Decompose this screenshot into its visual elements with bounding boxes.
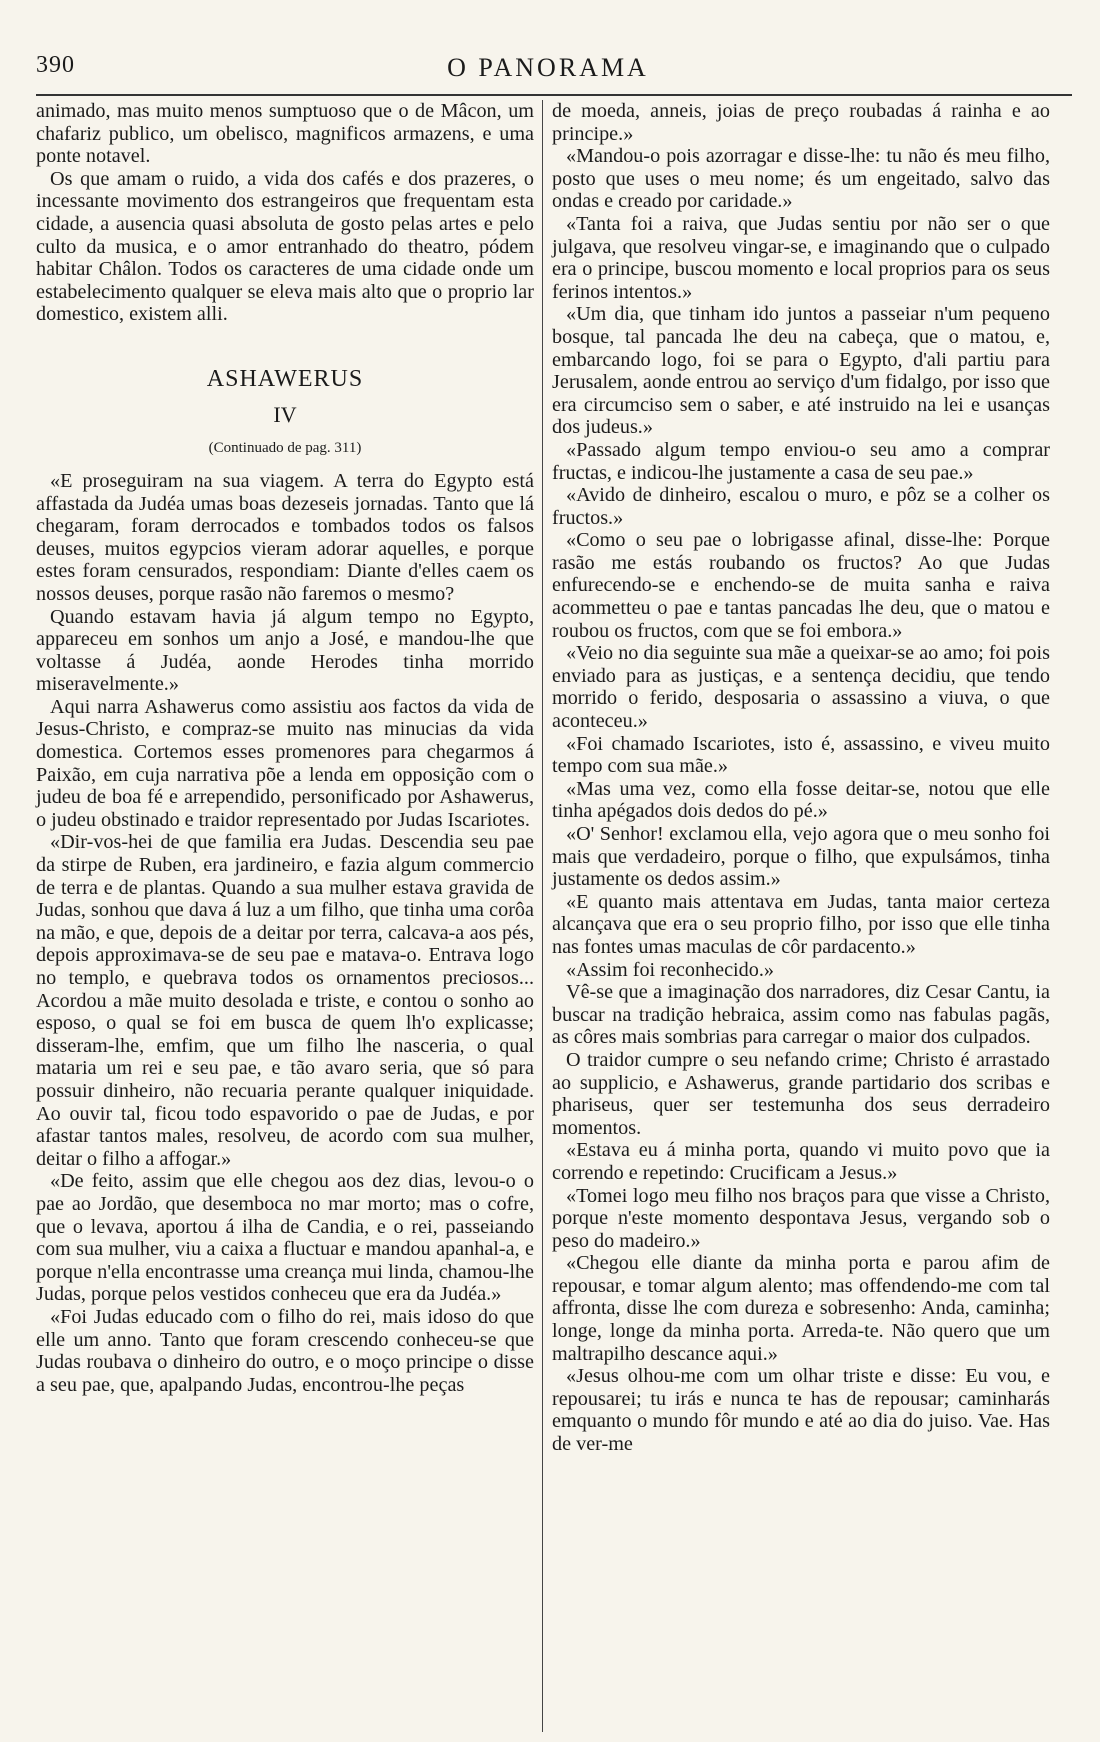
paragraph: «Veio no dia seguinte sua mãe a queixar-se ao amo; foi pois enviado para as justiças, e a sentença decidiu, que tendo morrido o ferido, desposaria o assassino a viuva, o que aconteceu.» <box>552 642 1050 733</box>
paragraph: «De feito, assim que elle chegou aos dez dias, levou-o o pae ao Jordão, que desemboca no mar morto; mas o cofre, que o levava, aportou á ilha de Candia, e o rei, passeiando com sua mulher, viu a caixa a fluctuar e mandou apanhal-a, e porque n'ella encontrasse uma creança mui linda, chamou-lhe Judas, porque pelos vestidos conheceu que era da Judéa.» <box>36 1170 534 1306</box>
column-divider <box>542 100 543 1732</box>
paragraph: «E proseguiram na sua viagem. A terra do Egypto está affastada da Judéa umas boas dezeseis jornadas. Tanto que lá chegaram, foram derrocados e tombados todos os falsos deuses, muitos egypcios vieram adorar aquelles, e porque estes foram censurados, respondiam: Diante d'elles caem os nossos deuses, porque rasão não faremos o mesmo? <box>36 469 534 605</box>
paragraph: «O' Senhor! exclamou ella, vejo agora que o meu sonho foi mais que verdadeiro, porque o filho, que expulsámos, tinha justamente os dedos assim.» <box>552 823 1050 891</box>
paragraph: «Tomei logo meu filho nos braços para que visse a Christo, porque n'este momento despontava Jesus, vergando sob o peso do madeiro.» <box>552 1184 1050 1252</box>
article-title: ASHAWERUS <box>206 365 364 392</box>
page-header <box>36 48 1040 88</box>
paragraph: «Foi chamado Iscariotes, isto é, assassino, e viveu muito tempo com sua mãe.» <box>552 732 1050 778</box>
paragraph: «Mas uma vez, como ella fosse deitar-se, notou que elle tinha apégados dois dedos do pé.» <box>552 777 1050 823</box>
paragraph: Vê-se que a imaginação dos narradores, diz Cesar Cantu, ia buscar na tradição hebraica, assim como nas fabulas pagãs, as côres mais sombrias para carregar o maior dos culpados. <box>552 981 1050 1049</box>
paragraph: «Assim foi reconhecido.» <box>566 958 774 981</box>
paragraph: «E quanto mais attentava em Judas, tanta maior certeza alcançava que era o seu proprio filho, por isso que elle tinha nas fontes umas maculas de côr pardacento.» <box>552 890 1050 958</box>
paragraph: «Passado algum tempo enviou-o seu amo a comprar fructas, e indicou-lhe justamente a casa de seu pae.» <box>552 438 1050 484</box>
paragraph: animado, mas muito menos sumptuoso que o de Mâcon, um chafariz publico, um obelisco, magnificos armazens, e uma ponte notavel. <box>36 100 534 168</box>
header-rule <box>36 94 1072 96</box>
paragraph: «Como o seu pae o lobrigasse afinal, disse-lhe: Porque rasão me estás roubando os fructos? Ao que Judas enfurecendo-se e enchendo-se de muita sanha e raiva acommetteu o pae e tantas pancadas lhe deu, que o matou e roubou os fructos, com que se foi embora.» <box>552 529 1050 642</box>
paragraph: Aqui narra Ashawerus como assistiu aos factos da vida de Jesus-Christo, e compraz-se muito nas minucias da vida domestica. Cortemos esses promenores para chegarmos á Paixão, em cuja narrativa põe a lenda em opposição com o judeu de boa fé e arrependido, personificado por Ashawerus, o judeu obstinado e traidor representado por Judas Iscariotes. <box>36 695 534 831</box>
paragraph: de moeda, anneis, joias de preço roubadas á rainha e ao principe.» <box>552 100 1050 145</box>
paragraph: «Dir-vos-hei de que familia era Judas. Descendia seu pae da stirpe de Ruben, era jardineiro, e fazia algum commercio de terra e de plantas. Quando a sua mulher estava gravida de Judas, sonhou que dava á luz a um filho, que tinha uma corôa na mão, e que, depois de a deitar por terra, calcava-a aos pés, depois approximava-se de seu pae e matava-o. Entrava logo no templo, e quebrava todos os ornamentos preciosos... Acordou a mãe muito desolada e triste, e contou o sonho ao esposo, o qual se foi em busca de quem lh'o explicasse; disseram-lhe, emfim, que um filho lhe nasceria, o qual mataria um rei e seu pae, e tão avaro seria, que só para possuir dinheiro, não recuaria perante qualquer iniquidade. Ao ouvir tal, ficou todo espavorido o pae de Judas, e por afastar tantos males, resolveu, de acordo com sua mulher, deitar o filho a affogar.» <box>36 831 534 1170</box>
paragraph: «Um dia, que tinham ido juntos a passeiar n'um pequeno bosque, tal pancada lhe deu na cabeça, que o matou, e, embarcando logo, foi se para o Egypto, d'ali partiu para Jerusalem, aonde entrou ao serviço d'um fidalgo, por isso que era circumciso sem o saber, e até instruido na lei e usanças dos judeus.» <box>552 303 1050 439</box>
paragraph: «Mandou-o pois azorragar e disse-lhe: tu não és meu filho, posto que uses o meu nome; és um engeitado, salvo das ondas e creado por caridade.» <box>552 145 1050 213</box>
page-number: 390 <box>36 52 75 78</box>
continuation-note: (Continuado de pag. 311) <box>208 439 362 456</box>
paragraph: «Jesus olhou-me com um olhar triste e disse: Eu vou, e repousarei; tu irás e nunca te has de repousar; caminharás emquanto o mundo fôr mundo e até ao dia do juiso. Vae. Has de ver-me <box>552 1365 1050 1456</box>
paragraph: «Chegou elle diante da minha porta e parou afim de repousar, e tomar algum alento; mas offendendo-me com tal affronta, disse lhe com dureza e sobresenho: Anda, caminha; longe, longe da minha porta. Arreda-te. Não quero que um maltrapilho descance aqui.» <box>552 1252 1050 1365</box>
paragraph: Quando estavam havia já algum tempo no Egypto, appareceu em sonhos um anjo a José, e mandou-lhe que voltasse á Judéa, aonde Herodes tinha morrido miseravelmente.» <box>36 605 534 696</box>
paragraph: «Avido de dinheiro, escalou o muro, e pôz se a colher os fructos.» <box>552 484 1050 529</box>
paragraph: «Tanta foi a raiva, que Judas sentiu por não ser o que julgava, que resolveu vingar-se, e imaginando que o culpado era o principe, buscou momento e local proprios para os seus ferinos intentos.» <box>552 212 1050 303</box>
paragraph: «Foi Judas educado com o filho do rei, mais idoso do que elle um anno. Tanto que foram crescendo conheceu-se que Judas roubava o dinheiro do outro, e o moço principe o disse a seu pae, que, apalpando Judas, encontrou-lhe peças <box>36 1305 534 1396</box>
paragraph: O traidor cumpre o seu nefando crime; Christo é arrastado ao supplicio, e Ashawerus, grande partidario dos scribas e phariseus, quer ser testemunha dos seus derradeiro momentos. <box>552 1048 1050 1139</box>
left-column <box>36 100 534 1396</box>
article-chapter: IV <box>273 401 297 427</box>
right-column <box>552 100 1050 1456</box>
journal-title: O PANORAMA <box>447 53 649 82</box>
paragraph: «Estava eu á minha porta, quando vi muito povo que ia correndo e repetindo: Crucificam a Jesus.» <box>552 1139 1050 1184</box>
paragraph: Os que amam o ruido, a vida dos cafés e dos prazeres, o incessante movimento dos estrangeiros que frequentam esta cidade, a ausencia quasi absoluta de gosto pelas artes e pelo culto da musica, e o amor entranhado do theatro, pódem habitar Châlon. Todos os caracteres de uma cidade onde um estabelecimento qualquer se eleva mais alto que o proprio lar domestico, existem alli. <box>36 167 534 326</box>
